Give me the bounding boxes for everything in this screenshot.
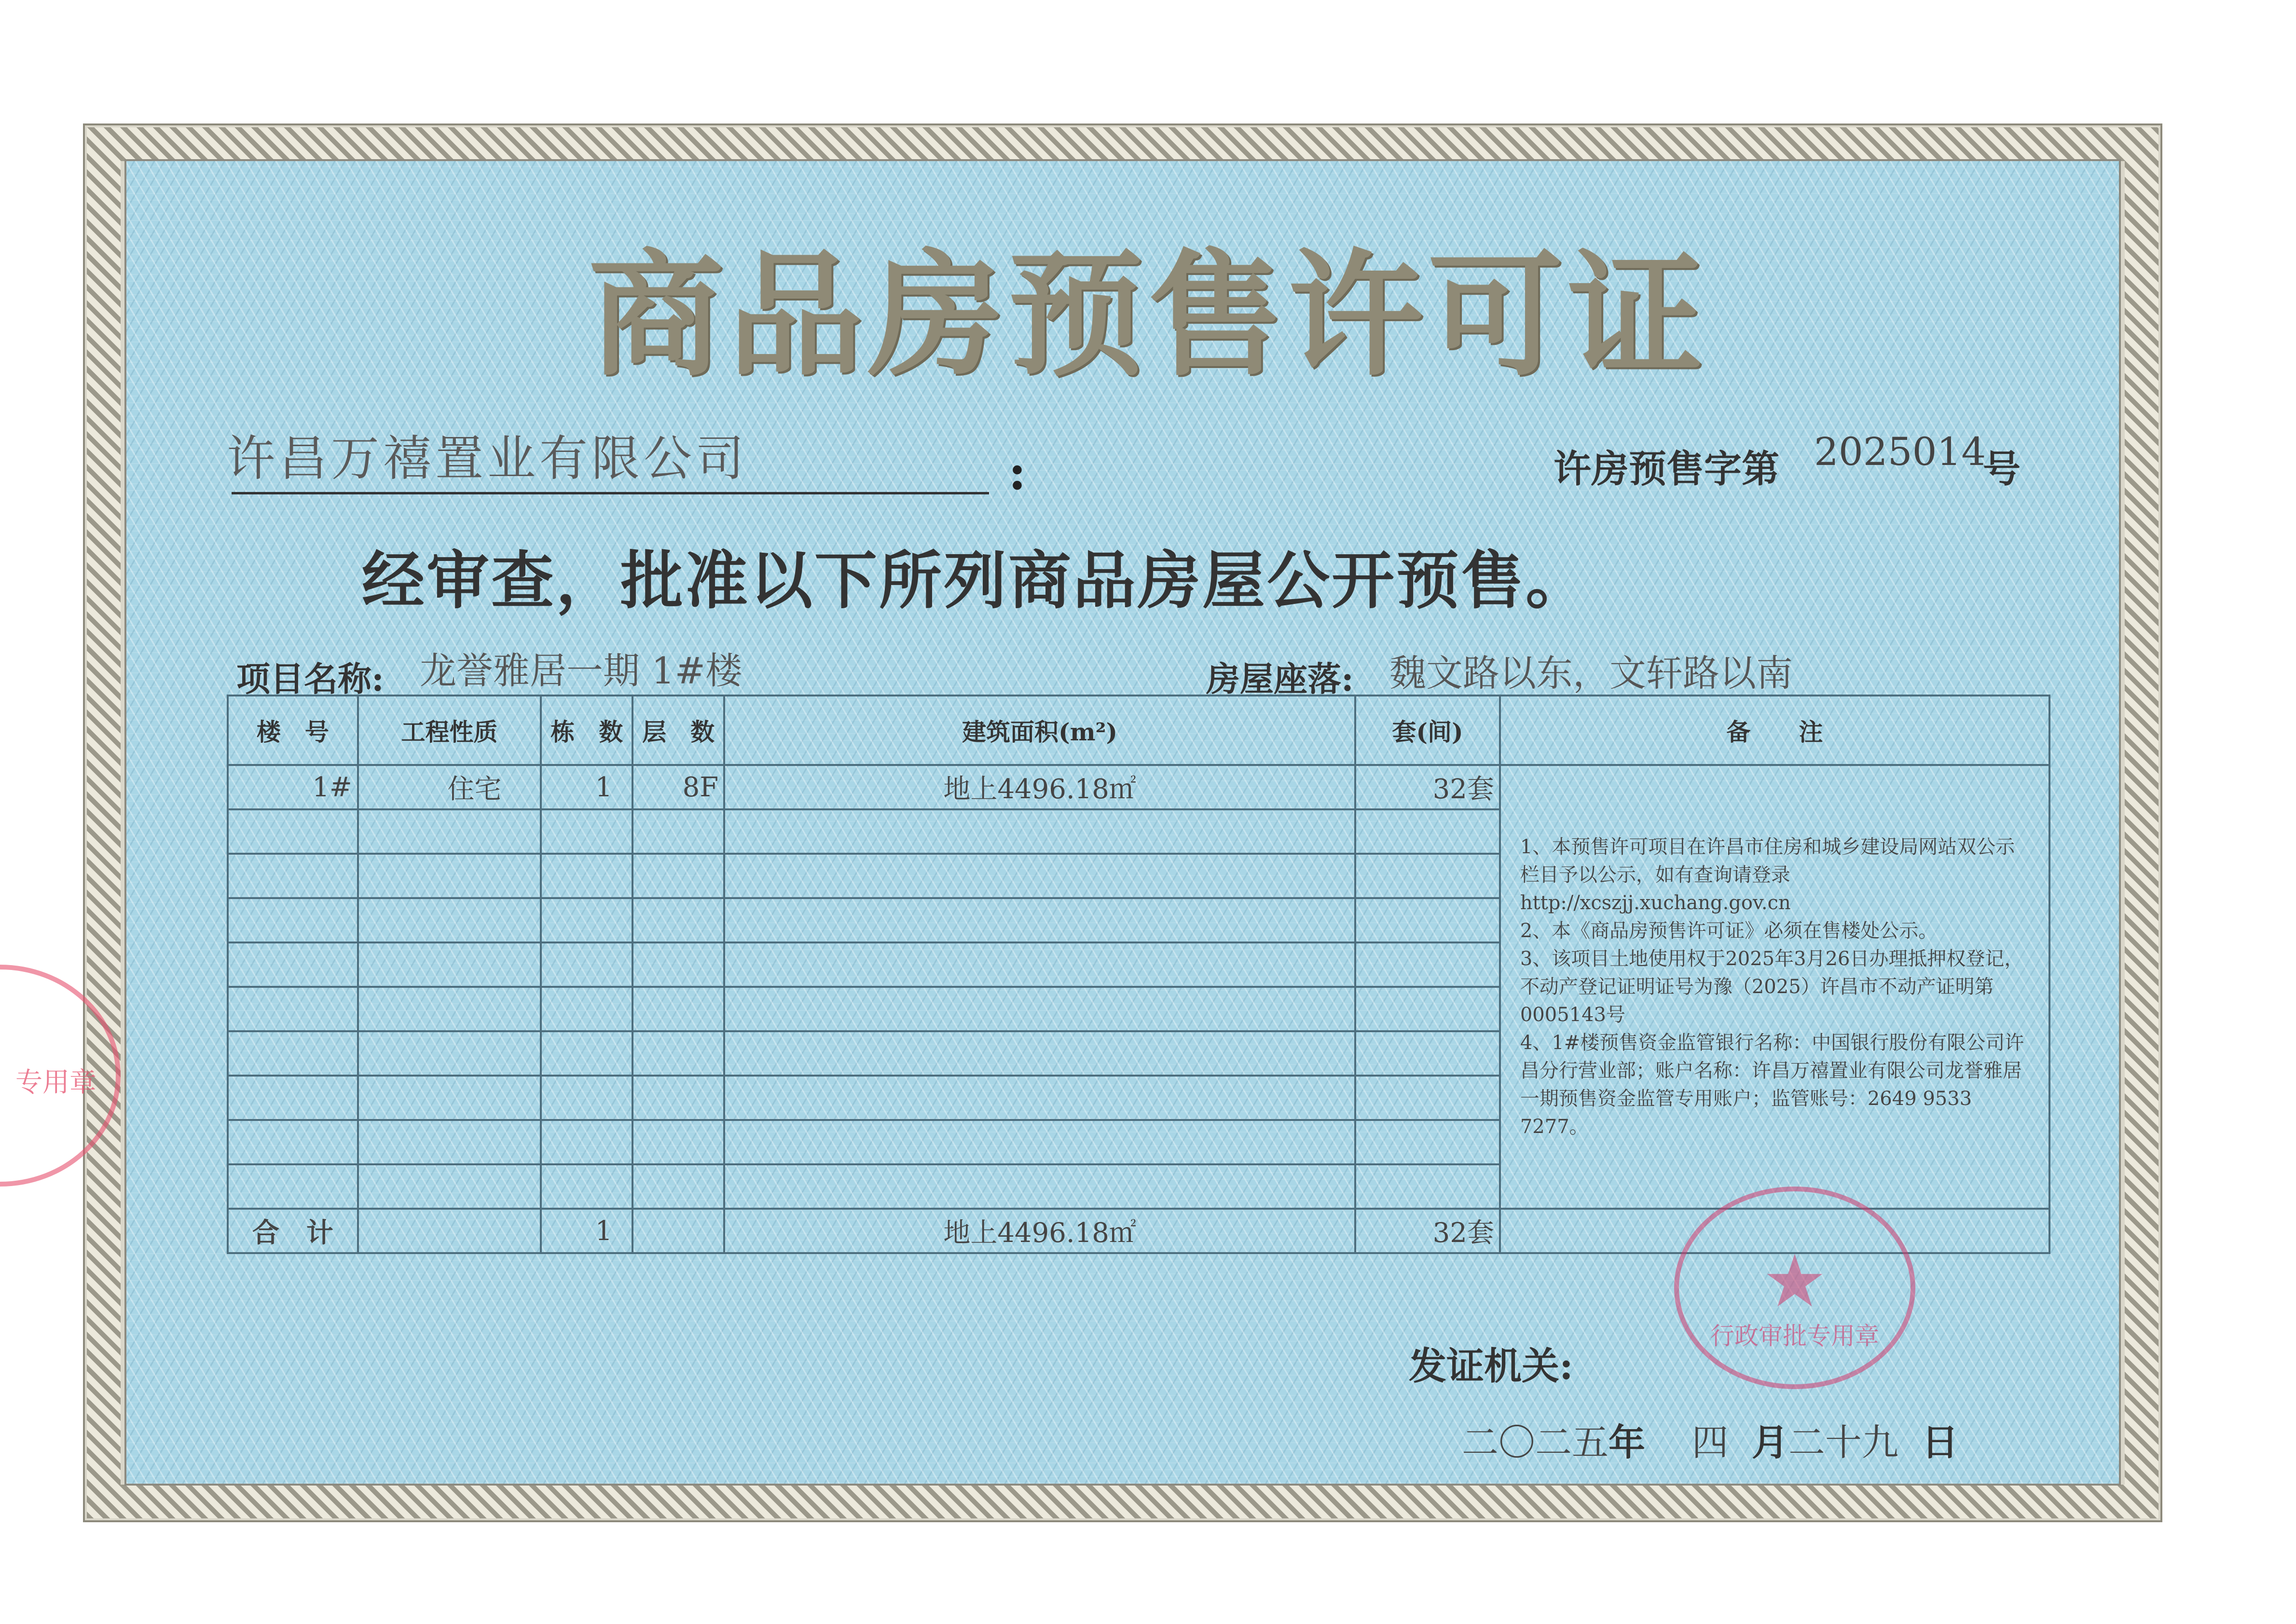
- cell-count: 1: [541, 765, 632, 809]
- left-seal-text: 专用章: [15, 1067, 96, 1098]
- header-floors: 层 数: [632, 696, 724, 765]
- notes-cell: [1500, 765, 2049, 1209]
- date-day-digits: 二十九: [1788, 1421, 1898, 1464]
- presale-table: [227, 695, 2050, 1254]
- company-name: 许昌万禧置业有限公司: [227, 430, 748, 487]
- location-label: 房屋座落:: [1206, 659, 1354, 699]
- issuer-seal: [1674, 1187, 1915, 1389]
- total-area: 地上4496.18㎡: [724, 1209, 1355, 1253]
- table-header-row: [228, 696, 2049, 765]
- header-building: 楼 号: [228, 696, 358, 765]
- note-2: 2、本《商品房预售许可证》必须在售楼处公示。: [1520, 920, 1938, 942]
- note-4: 4、1#楼预售资金监管银行名称：中国银行股份有限公司许昌分行营业部；账户名称：许昌万禧置业有限公司龙誉雅居一期预售资金监管专用账户；监管账号：2649 9533 7277。: [1520, 1032, 2024, 1138]
- approval-statement: 经审查，批准以下所列商品房屋公开预售。: [362, 544, 1591, 617]
- header-notes: 备 注: [1500, 696, 2049, 765]
- header-count: 栋 数: [541, 696, 632, 765]
- cell-area: 地上4496.18㎡: [724, 765, 1355, 809]
- issuer-label: 发证机关:: [1409, 1344, 1573, 1388]
- total-units: 32套: [1355, 1209, 1500, 1253]
- project-name: 龙誉雅居一期 1#楼: [420, 649, 742, 692]
- permit-suffix: 号: [1983, 447, 2021, 491]
- project-label: 项目名称:: [236, 659, 384, 699]
- date-month-digits: 四: [1691, 1421, 1729, 1464]
- date-year-digits: 二〇二五: [1462, 1421, 1609, 1464]
- seal-text: 行政审批专用章: [1710, 1322, 1879, 1350]
- note-1: 1、本预售许可项目在许昌市住房和城乡建设局网站双公示栏目予以公示，如有查询请登录http://xcszjj.xuchang.gov.cn: [1520, 836, 2015, 914]
- cell-units: 32套: [1355, 765, 1500, 809]
- note-3: 3、该项目土地使用权于2025年3月26日办理抵押权登记，不动产登记证明证号为豫（2025）许昌市不动产证明第0005143号: [1520, 948, 2024, 1026]
- company-colon: :: [1008, 444, 1026, 501]
- total-label: 合 计: [228, 1209, 358, 1253]
- certificate-title: 商品房预售许可证: [588, 236, 1708, 395]
- location-value: 魏文路以东，文轩路以南: [1389, 652, 1793, 695]
- header-units: 套(间): [1355, 696, 1500, 765]
- cell-nature: 住宅: [358, 765, 541, 809]
- star-icon: ★: [1762, 1240, 1828, 1324]
- table-row: [228, 765, 2049, 809]
- company-underline: [232, 492, 989, 494]
- header-nature: 工程性质: [358, 696, 541, 765]
- date-day: 日: [1922, 1421, 1959, 1464]
- permit-prefix: 许房预售字第: [1554, 447, 1780, 491]
- date-year: 年: [1609, 1421, 1645, 1464]
- header-area: 建筑面积(m²): [724, 696, 1355, 765]
- issue-date: [1462, 1413, 1958, 1466]
- date-month: 月: [1751, 1421, 1788, 1464]
- permit-number: 2025014: [1814, 429, 1986, 474]
- cell-floors: 8F: [632, 765, 724, 809]
- total-count: 1: [541, 1209, 632, 1253]
- cell-building: 1#: [228, 765, 358, 809]
